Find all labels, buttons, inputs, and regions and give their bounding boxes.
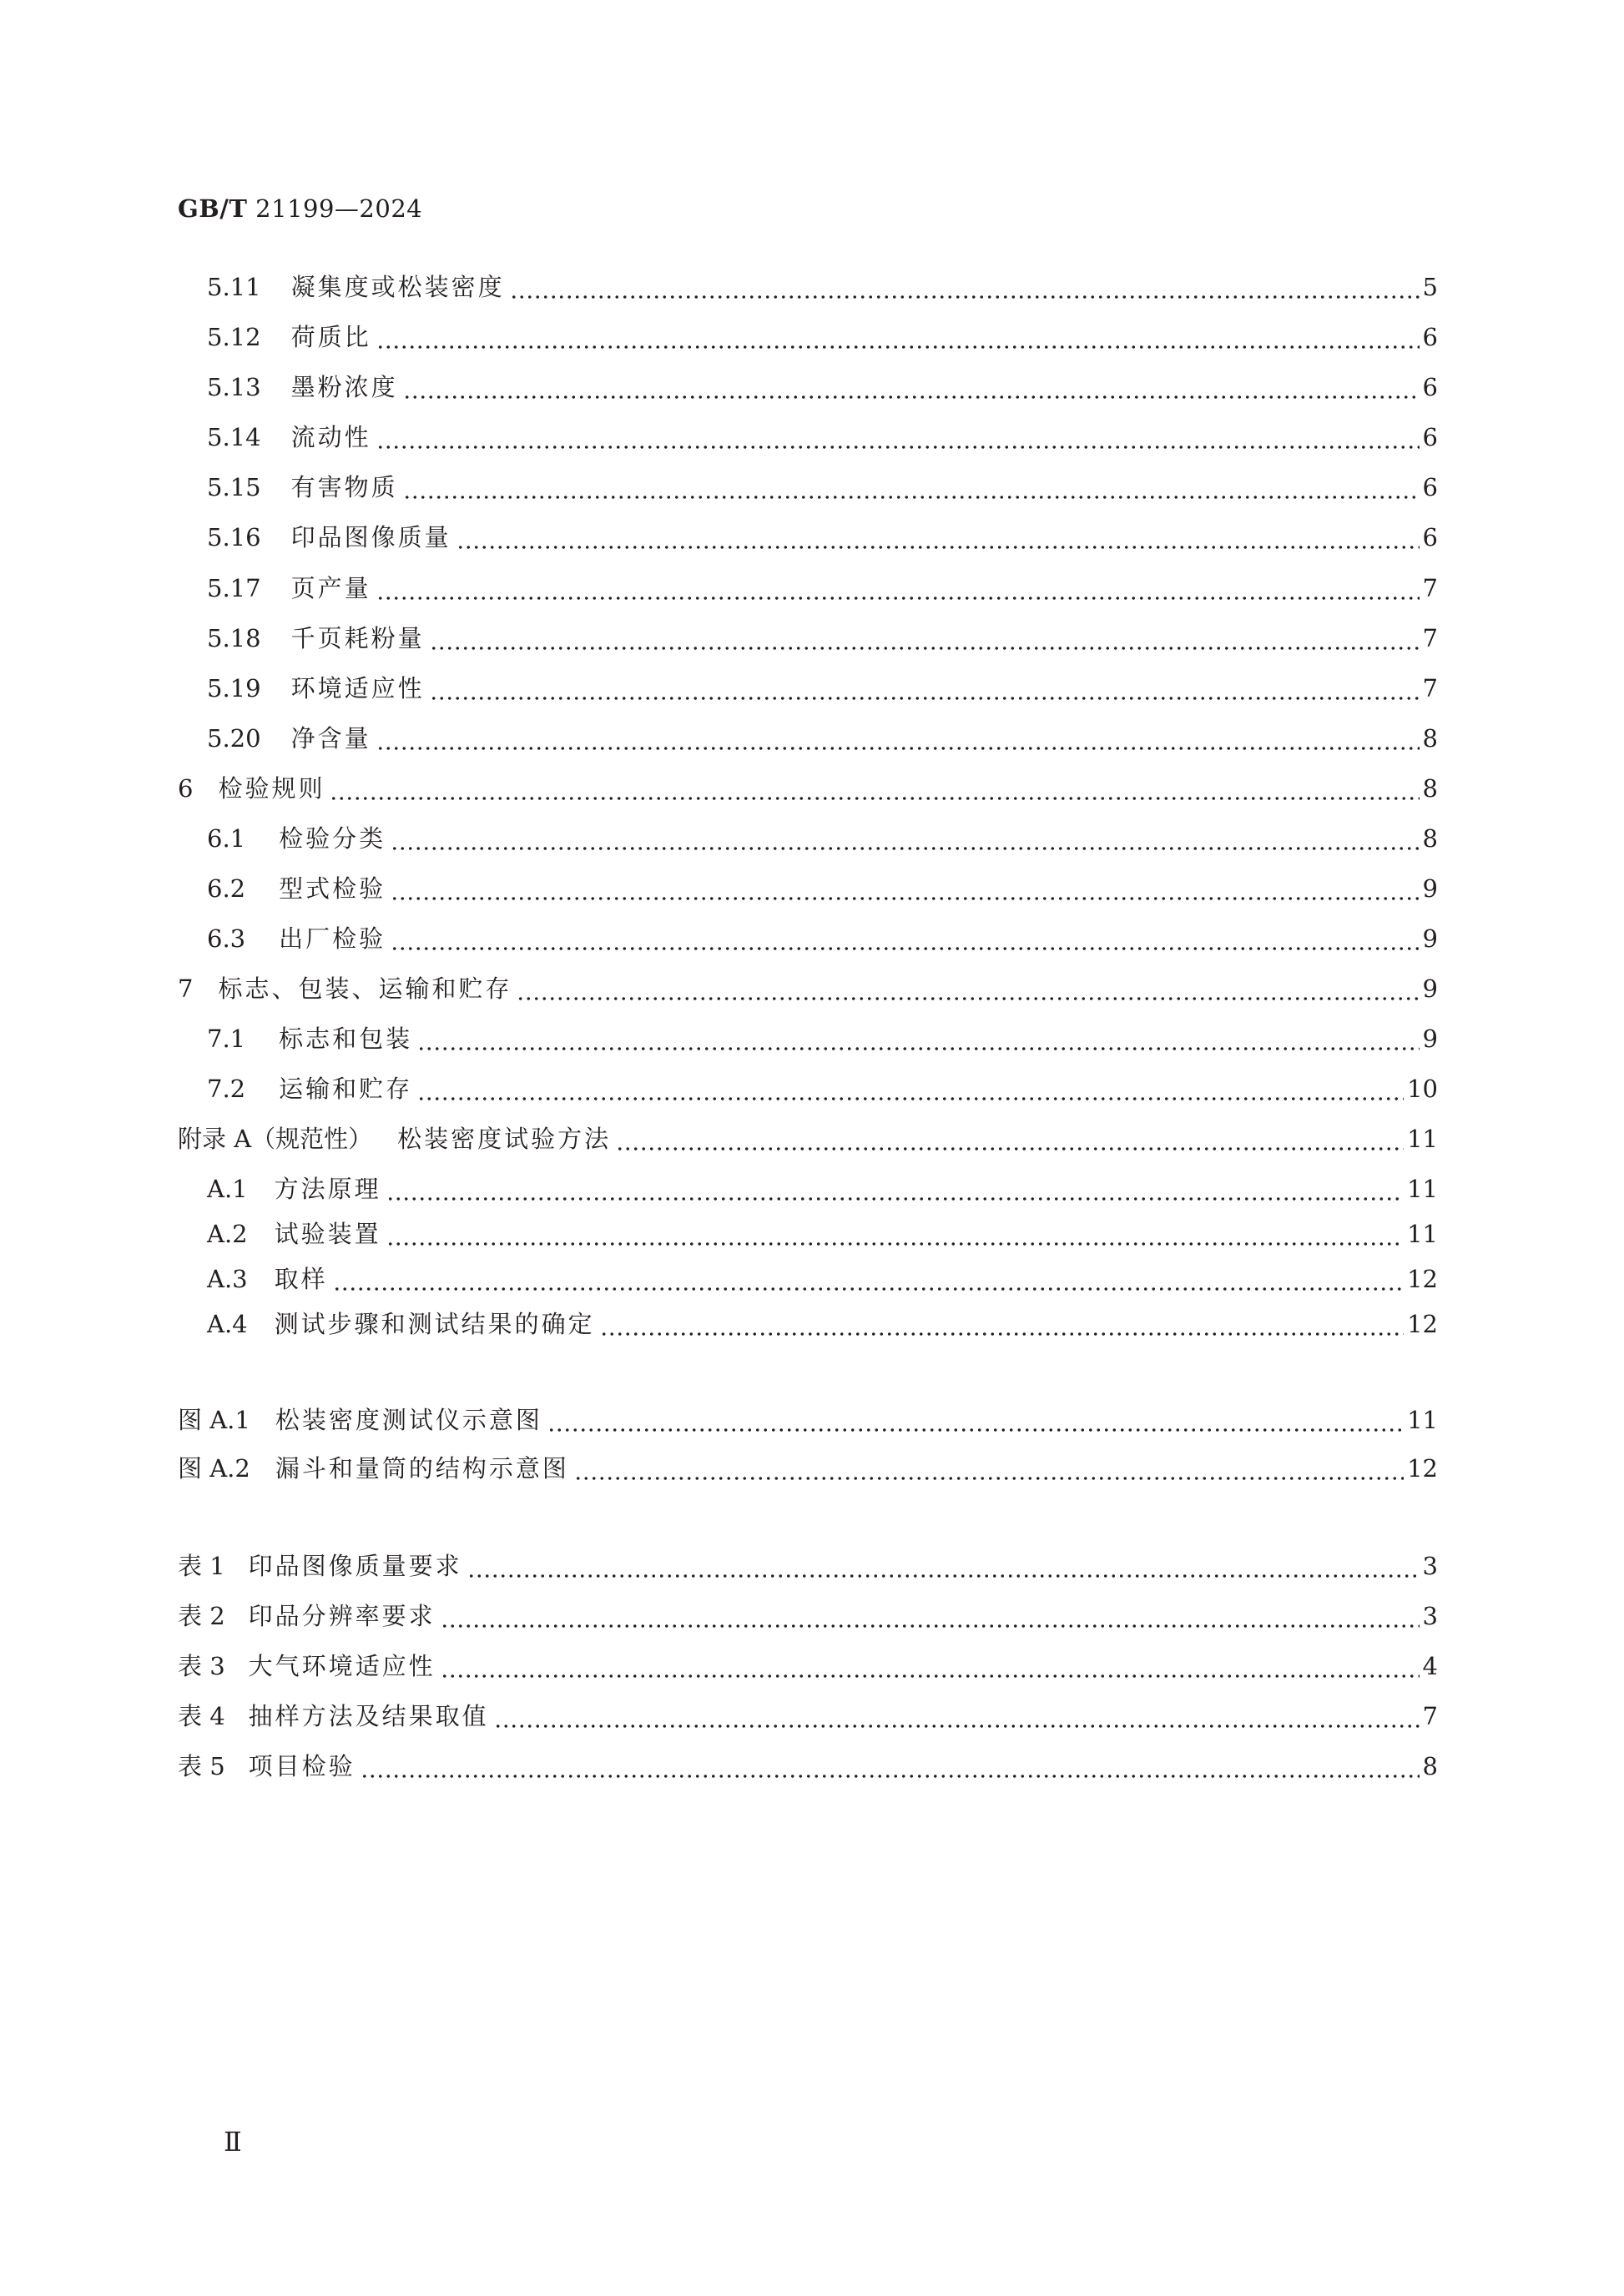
toc-entry-page: 10 xyxy=(1407,1075,1438,1103)
toc-entry-title: 荷质比 xyxy=(290,323,371,351)
toc-entry[interactable] xyxy=(207,1216,1438,1252)
toc-entry-number: A.1 xyxy=(207,1175,248,1203)
toc-entry[interactable] xyxy=(178,1402,1438,1438)
toc-entry-page: 7 xyxy=(1422,1702,1438,1730)
toc-entry-page: 11 xyxy=(1407,1175,1438,1203)
toc-entry[interactable] xyxy=(178,1698,1438,1735)
toc-entry[interactable] xyxy=(207,670,1438,707)
toc-entry[interactable] xyxy=(207,269,1438,305)
dot-leader xyxy=(494,1698,1420,1735)
toc-entry-number: 5.18 xyxy=(207,624,261,652)
toc-entry-title: 取样 xyxy=(274,1265,328,1293)
toc-entry-number: 附录 A（规范性） xyxy=(178,1125,373,1153)
dot-leader xyxy=(574,1450,1404,1487)
toc-entry-title: 项目检验 xyxy=(248,1752,356,1780)
dot-leader xyxy=(403,369,1420,405)
toc-entry[interactable] xyxy=(207,1070,1438,1107)
toc-entry-number: 6.3 xyxy=(207,924,246,953)
toc-entry-page: 6 xyxy=(1422,373,1438,401)
toc-entry[interactable] xyxy=(178,1598,1438,1634)
toc-entry-page: 9 xyxy=(1422,874,1438,903)
toc-entry[interactable] xyxy=(207,570,1438,607)
dot-leader xyxy=(517,970,1419,1007)
toc-entry[interactable] xyxy=(207,519,1438,556)
toc-entry-number: 5.11 xyxy=(207,273,261,301)
dot-leader xyxy=(441,1598,1420,1634)
toc-entry-number: 6.2 xyxy=(207,874,246,903)
toc-entry-title: 松装密度测试仪示意图 xyxy=(275,1406,542,1434)
dot-leader xyxy=(430,620,1420,657)
toc-entry-page: 11 xyxy=(1407,1220,1438,1248)
toc-entry-number: 表 2 xyxy=(178,1602,225,1630)
toc-entry-page: 7 xyxy=(1422,624,1438,652)
dot-leader xyxy=(361,1748,1420,1785)
toc-entry[interactable] xyxy=(178,1748,1438,1785)
toc-entry-number: 5.17 xyxy=(207,574,261,602)
toc-entry-title: 印品分辨率要求 xyxy=(248,1602,436,1630)
dot-leader xyxy=(386,1171,1404,1207)
toc-entry[interactable] xyxy=(207,469,1438,506)
toc-entry-page: 7 xyxy=(1422,674,1438,702)
toc-entry-number: 5.20 xyxy=(207,724,261,753)
toc-entry-page: 7 xyxy=(1422,574,1438,602)
dot-leader xyxy=(616,1120,1404,1157)
toc-entry-number: A.4 xyxy=(207,1310,248,1338)
dot-leader xyxy=(430,670,1420,707)
dot-leader xyxy=(391,920,1419,957)
toc-entry[interactable] xyxy=(207,369,1438,405)
dot-leader xyxy=(391,870,1419,907)
toc-entry-title: 检验规则 xyxy=(218,774,325,803)
page-number: Ⅱ xyxy=(224,2126,242,2158)
toc-entry-page: 12 xyxy=(1407,1310,1438,1338)
toc-entry-title: 千页耗粉量 xyxy=(290,624,425,652)
dot-leader xyxy=(510,269,1420,305)
toc-entry-number: 表 5 xyxy=(178,1752,225,1780)
toc-entry[interactable] xyxy=(178,770,1438,807)
toc-entry-page: 8 xyxy=(1422,774,1438,803)
toc-entry-page: 6 xyxy=(1422,523,1438,551)
toc-entry[interactable] xyxy=(207,720,1438,757)
dot-leader xyxy=(386,1216,1404,1252)
toc-entry[interactable] xyxy=(207,419,1438,456)
toc-entry-number: A.2 xyxy=(207,1220,248,1248)
toc-entry[interactable] xyxy=(207,1261,1438,1297)
toc-entry-page: 8 xyxy=(1422,1752,1438,1780)
toc-entry-title: 环境适应性 xyxy=(290,674,425,702)
dot-leader xyxy=(376,419,1420,456)
toc-entry-page: 12 xyxy=(1407,1454,1438,1483)
toc-entry-title: 流动性 xyxy=(290,423,371,451)
toc-entry-number: 5.15 xyxy=(207,473,261,501)
toc-entry[interactable] xyxy=(207,620,1438,657)
toc-entry-number: 7.1 xyxy=(207,1025,246,1053)
toc-entry-number: 5.16 xyxy=(207,523,261,551)
standard-prefix: GB/T xyxy=(178,194,248,223)
toc-entry-title: 印品图像质量 xyxy=(290,523,451,551)
toc-entry-title: 方法原理 xyxy=(274,1175,381,1203)
dot-leader xyxy=(330,770,1419,807)
toc-entry-page: 8 xyxy=(1422,824,1438,853)
toc-entry-title: 测试步骤和测试结果的确定 xyxy=(274,1310,595,1338)
toc-entry-page: 3 xyxy=(1422,1552,1438,1580)
toc-entry-title: 凝集度或松装密度 xyxy=(290,273,505,301)
toc-entry-page: 9 xyxy=(1422,1025,1438,1053)
toc-entry-number: 6.1 xyxy=(207,824,246,853)
toc-entry-number: 7 xyxy=(178,974,194,1003)
toc-entry[interactable] xyxy=(207,920,1438,957)
dot-leader xyxy=(333,1261,1404,1297)
toc-entry[interactable] xyxy=(207,870,1438,907)
toc-entry-page: 6 xyxy=(1422,323,1438,351)
toc-entry-page: 6 xyxy=(1422,473,1438,501)
dot-leader xyxy=(376,319,1420,355)
dot-leader xyxy=(600,1306,1404,1342)
toc-entry-number: 7.2 xyxy=(207,1075,246,1103)
toc-entry[interactable] xyxy=(207,1306,1438,1342)
toc-entry-page: 8 xyxy=(1422,724,1438,753)
toc-entry-title: 标志和包装 xyxy=(279,1025,413,1053)
toc-entry-title: 漏斗和量筒的结构示意图 xyxy=(275,1454,569,1483)
toc-entry[interactable] xyxy=(178,970,1438,1007)
toc-entry-page: 5 xyxy=(1422,273,1438,301)
dot-leader xyxy=(467,1548,1420,1584)
toc-entry-number: 图 A.1 xyxy=(178,1406,250,1434)
toc-entry[interactable] xyxy=(178,1648,1438,1684)
toc-entry-title: 运输和贮存 xyxy=(279,1075,413,1103)
toc-entry-number: 图 A.2 xyxy=(178,1454,250,1483)
dot-leader xyxy=(547,1402,1404,1438)
dot-leader xyxy=(376,720,1420,757)
toc-entry-title: 标志、包装、运输和贮存 xyxy=(218,974,512,1003)
toc-entry[interactable] xyxy=(178,1548,1438,1584)
toc-entry-title: 试验装置 xyxy=(274,1220,381,1248)
toc-entry-title: 大气环境适应性 xyxy=(248,1652,436,1680)
toc-entry-page: 11 xyxy=(1407,1125,1438,1153)
toc-entry-number: 6 xyxy=(178,774,194,803)
toc-entry-number: 表 4 xyxy=(178,1702,225,1730)
dot-leader xyxy=(417,1070,1404,1107)
dot-leader xyxy=(376,570,1420,607)
toc-entry-number: A.3 xyxy=(207,1265,248,1293)
toc-entry-title: 页产量 xyxy=(290,574,371,602)
toc-entry-number: 5.12 xyxy=(207,323,261,351)
dot-leader xyxy=(403,469,1420,506)
toc-entry[interactable] xyxy=(207,820,1438,857)
toc-entry-title: 型式检验 xyxy=(279,874,386,903)
toc-entry-number: 5.13 xyxy=(207,373,261,401)
toc-entry-number: 5.14 xyxy=(207,423,261,451)
toc-entry-page: 11 xyxy=(1407,1406,1438,1434)
dot-leader xyxy=(391,820,1419,857)
standard-number: 21199—2024 xyxy=(255,194,423,223)
toc-entry-title: 出厂检验 xyxy=(279,924,386,953)
toc-entry[interactable] xyxy=(178,1120,1438,1157)
toc-entry-title: 检验分类 xyxy=(279,824,386,853)
toc-entry-page: 9 xyxy=(1422,924,1438,953)
dot-leader xyxy=(417,1020,1419,1057)
toc-entry-page: 6 xyxy=(1422,423,1438,451)
toc-entry-number: 5.19 xyxy=(207,674,261,702)
toc-entry[interactable] xyxy=(207,1020,1438,1057)
toc-entry-number: 表 1 xyxy=(178,1552,225,1580)
toc-entry-number: 表 3 xyxy=(178,1652,225,1680)
toc-entry[interactable] xyxy=(207,319,1438,355)
toc-entry-title: 印品图像质量要求 xyxy=(248,1552,462,1580)
toc-entry-title: 有害物质 xyxy=(290,473,398,501)
toc-entry-page: 9 xyxy=(1422,974,1438,1003)
toc-entry-title: 墨粉浓度 xyxy=(290,373,398,401)
toc-entry-page: 4 xyxy=(1422,1652,1438,1680)
toc-entry-page: 3 xyxy=(1422,1602,1438,1630)
toc-entry-page: 12 xyxy=(1407,1265,1438,1293)
toc-entry-title: 抽样方法及结果取值 xyxy=(248,1702,489,1730)
toc-entry-title: 净含量 xyxy=(290,724,371,753)
toc-entry[interactable] xyxy=(178,1450,1438,1487)
toc-entry-title: 松装密度试验方法 xyxy=(397,1125,612,1153)
dot-leader xyxy=(441,1648,1420,1684)
toc-entry[interactable] xyxy=(207,1171,1438,1207)
dot-leader xyxy=(456,519,1420,556)
